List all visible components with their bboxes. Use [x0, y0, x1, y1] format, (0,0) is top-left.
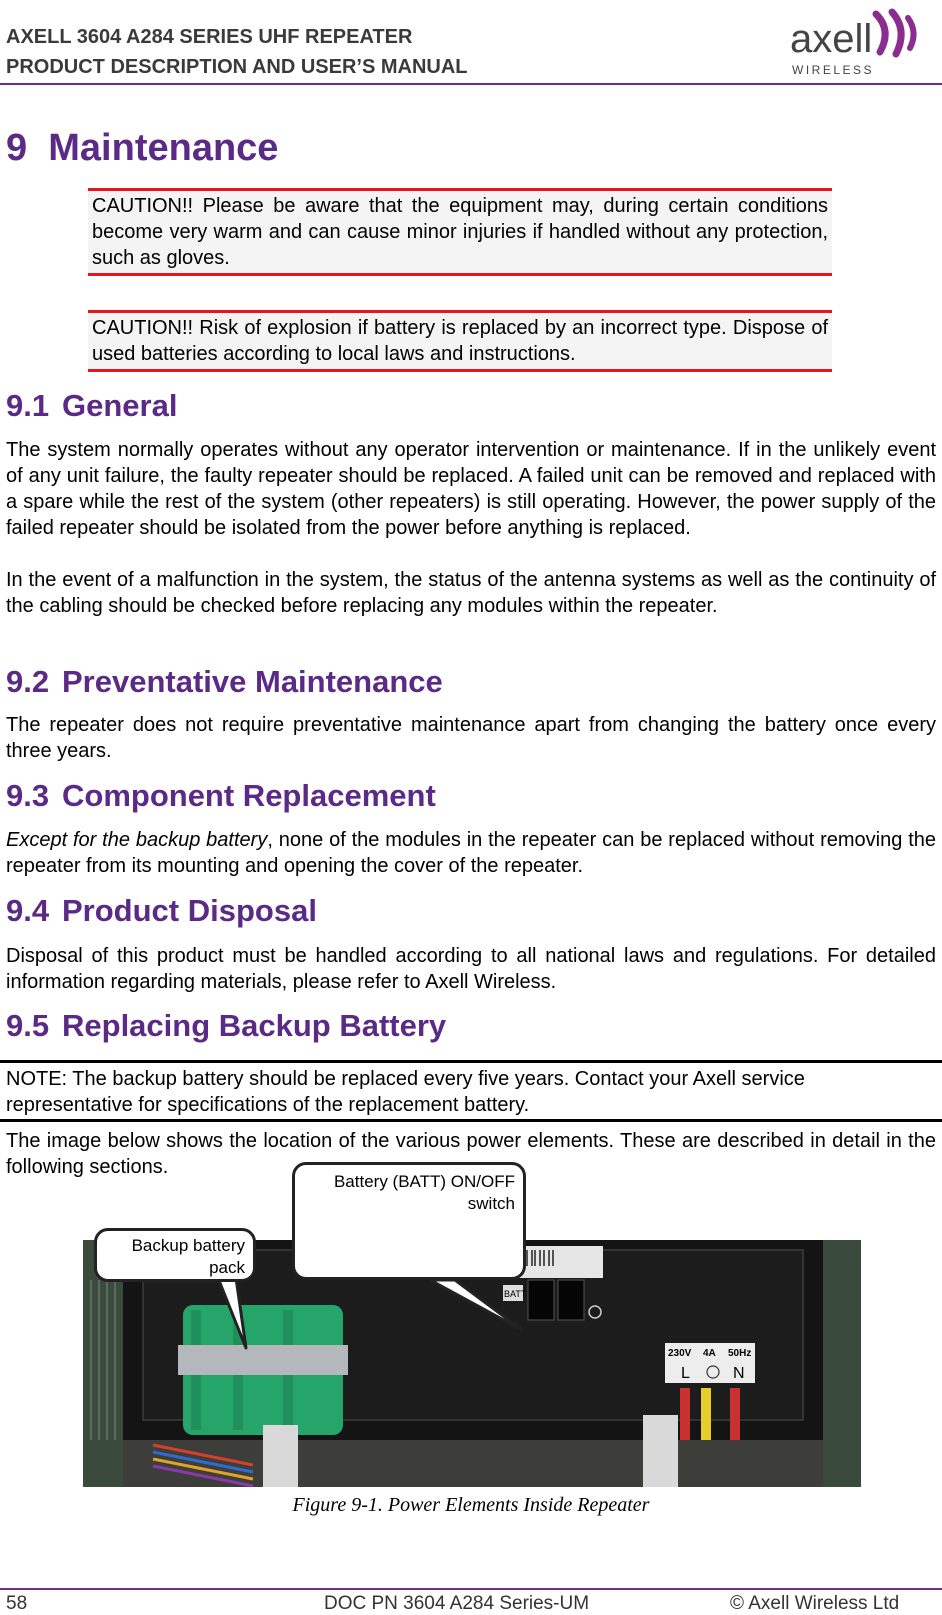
svg-text:50Hz: 50Hz [728, 1348, 752, 1359]
paragraph: The image below shows the location of the various power elements. These are described in detail in the following sections. [6, 1130, 936, 1178]
callout-line: pack [209, 1258, 245, 1277]
paragraph: In the event of a malfunction in the system, the status of the antenna systems as well as the continuity of the cabling should be checked before replacing any modules within the repeater. [6, 569, 936, 617]
page-number: 58 [6, 1593, 28, 1614]
figure-caption: Figure 9-1. Power Elements Inside Repeater [292, 1494, 650, 1516]
svg-text:N: N [733, 1365, 745, 1382]
section-number: 9.1 [6, 388, 50, 423]
caution-box-battery: CAUTION!! Risk of explosion if battery is replaced by an incorrect type. Dispose of used batteries according to local laws and instructions. [88, 310, 832, 372]
chapter-title-text: Maintenance [48, 127, 279, 169]
callout-line: Battery (BATT) ON/OFF [333, 1172, 515, 1191]
svg-text:4A: 4A [703, 1348, 716, 1359]
svg-text:axell: axell [790, 17, 873, 61]
paragraph: The system normally operates without any operator intervention or maintenance. If in the unlikely event of any unit failure, the faulty repeater should be replaced. A failed unit can be removed and replaced with a spare while the rest of the system (other repeaters) is still operating. However, the power supply of the failed repeater should be isolated from the power before anything is replaced. [6, 439, 936, 539]
section-title: General [62, 388, 178, 423]
chapter-number: 9 [6, 127, 28, 169]
section-number: 9.2 [6, 664, 50, 699]
section-number: 9.3 [6, 778, 50, 813]
note-box: NOTE: The backup battery should be replaced every five years. Contact your Axell service representative for specifications of the replacement battery. [0, 1060, 942, 1122]
section-title: Product Disposal [62, 893, 317, 928]
callout-line: switch [467, 1194, 515, 1213]
header-line-1: AXELL 3604 A284 SERIES UHF REPEATER [6, 26, 413, 48]
header-line-2: PRODUCT DESCRIPTION AND USER’S MANUAL [6, 56, 468, 78]
footer-rule [0, 1588, 942, 1590]
svg-text:WIRELESS: WIRELESS [792, 63, 875, 77]
svg-text:230V: 230V [668, 1348, 692, 1359]
footer-copyright: © Axell Wireless Ltd [730, 1593, 900, 1614]
paragraph-body: , none of the modules in the repeater can be replaced without removing the repeater from its mounting and opening the cover of the repeater. [6, 829, 936, 877]
italic-lead: Except for the backup battery [6, 829, 268, 851]
paragraph: The repeater does not require preventative maintenance apart from changing the battery once every three years. [6, 714, 936, 762]
callout-backup-battery [94, 1228, 256, 1282]
section-title: Preventative Maintenance [62, 664, 443, 699]
section-title: Replacing Backup Battery [62, 1008, 447, 1043]
section-title: Component Replacement [62, 778, 436, 813]
callout-batt-switch [292, 1162, 526, 1280]
section-number: 9.4 [6, 893, 50, 928]
svg-text:L: L [681, 1365, 690, 1382]
svg-text:BATT: BATT [504, 1289, 527, 1299]
footer-doc-number: DOC PN 3604 A284 Series-UM [324, 1593, 590, 1614]
paragraph: Disposal of this product must be handled according to all national laws and regulations. For detailed information regarding materials, please refer to Axell Wireless. [6, 945, 936, 993]
section-number: 9.5 [6, 1008, 50, 1043]
callout-line: Backup battery [131, 1236, 245, 1255]
caution-box-heat: CAUTION!! Please be aware that the equipment may, during certain conditions become very warm and can cause minor injuries if handled without any protection, such as gloves. [88, 188, 832, 276]
